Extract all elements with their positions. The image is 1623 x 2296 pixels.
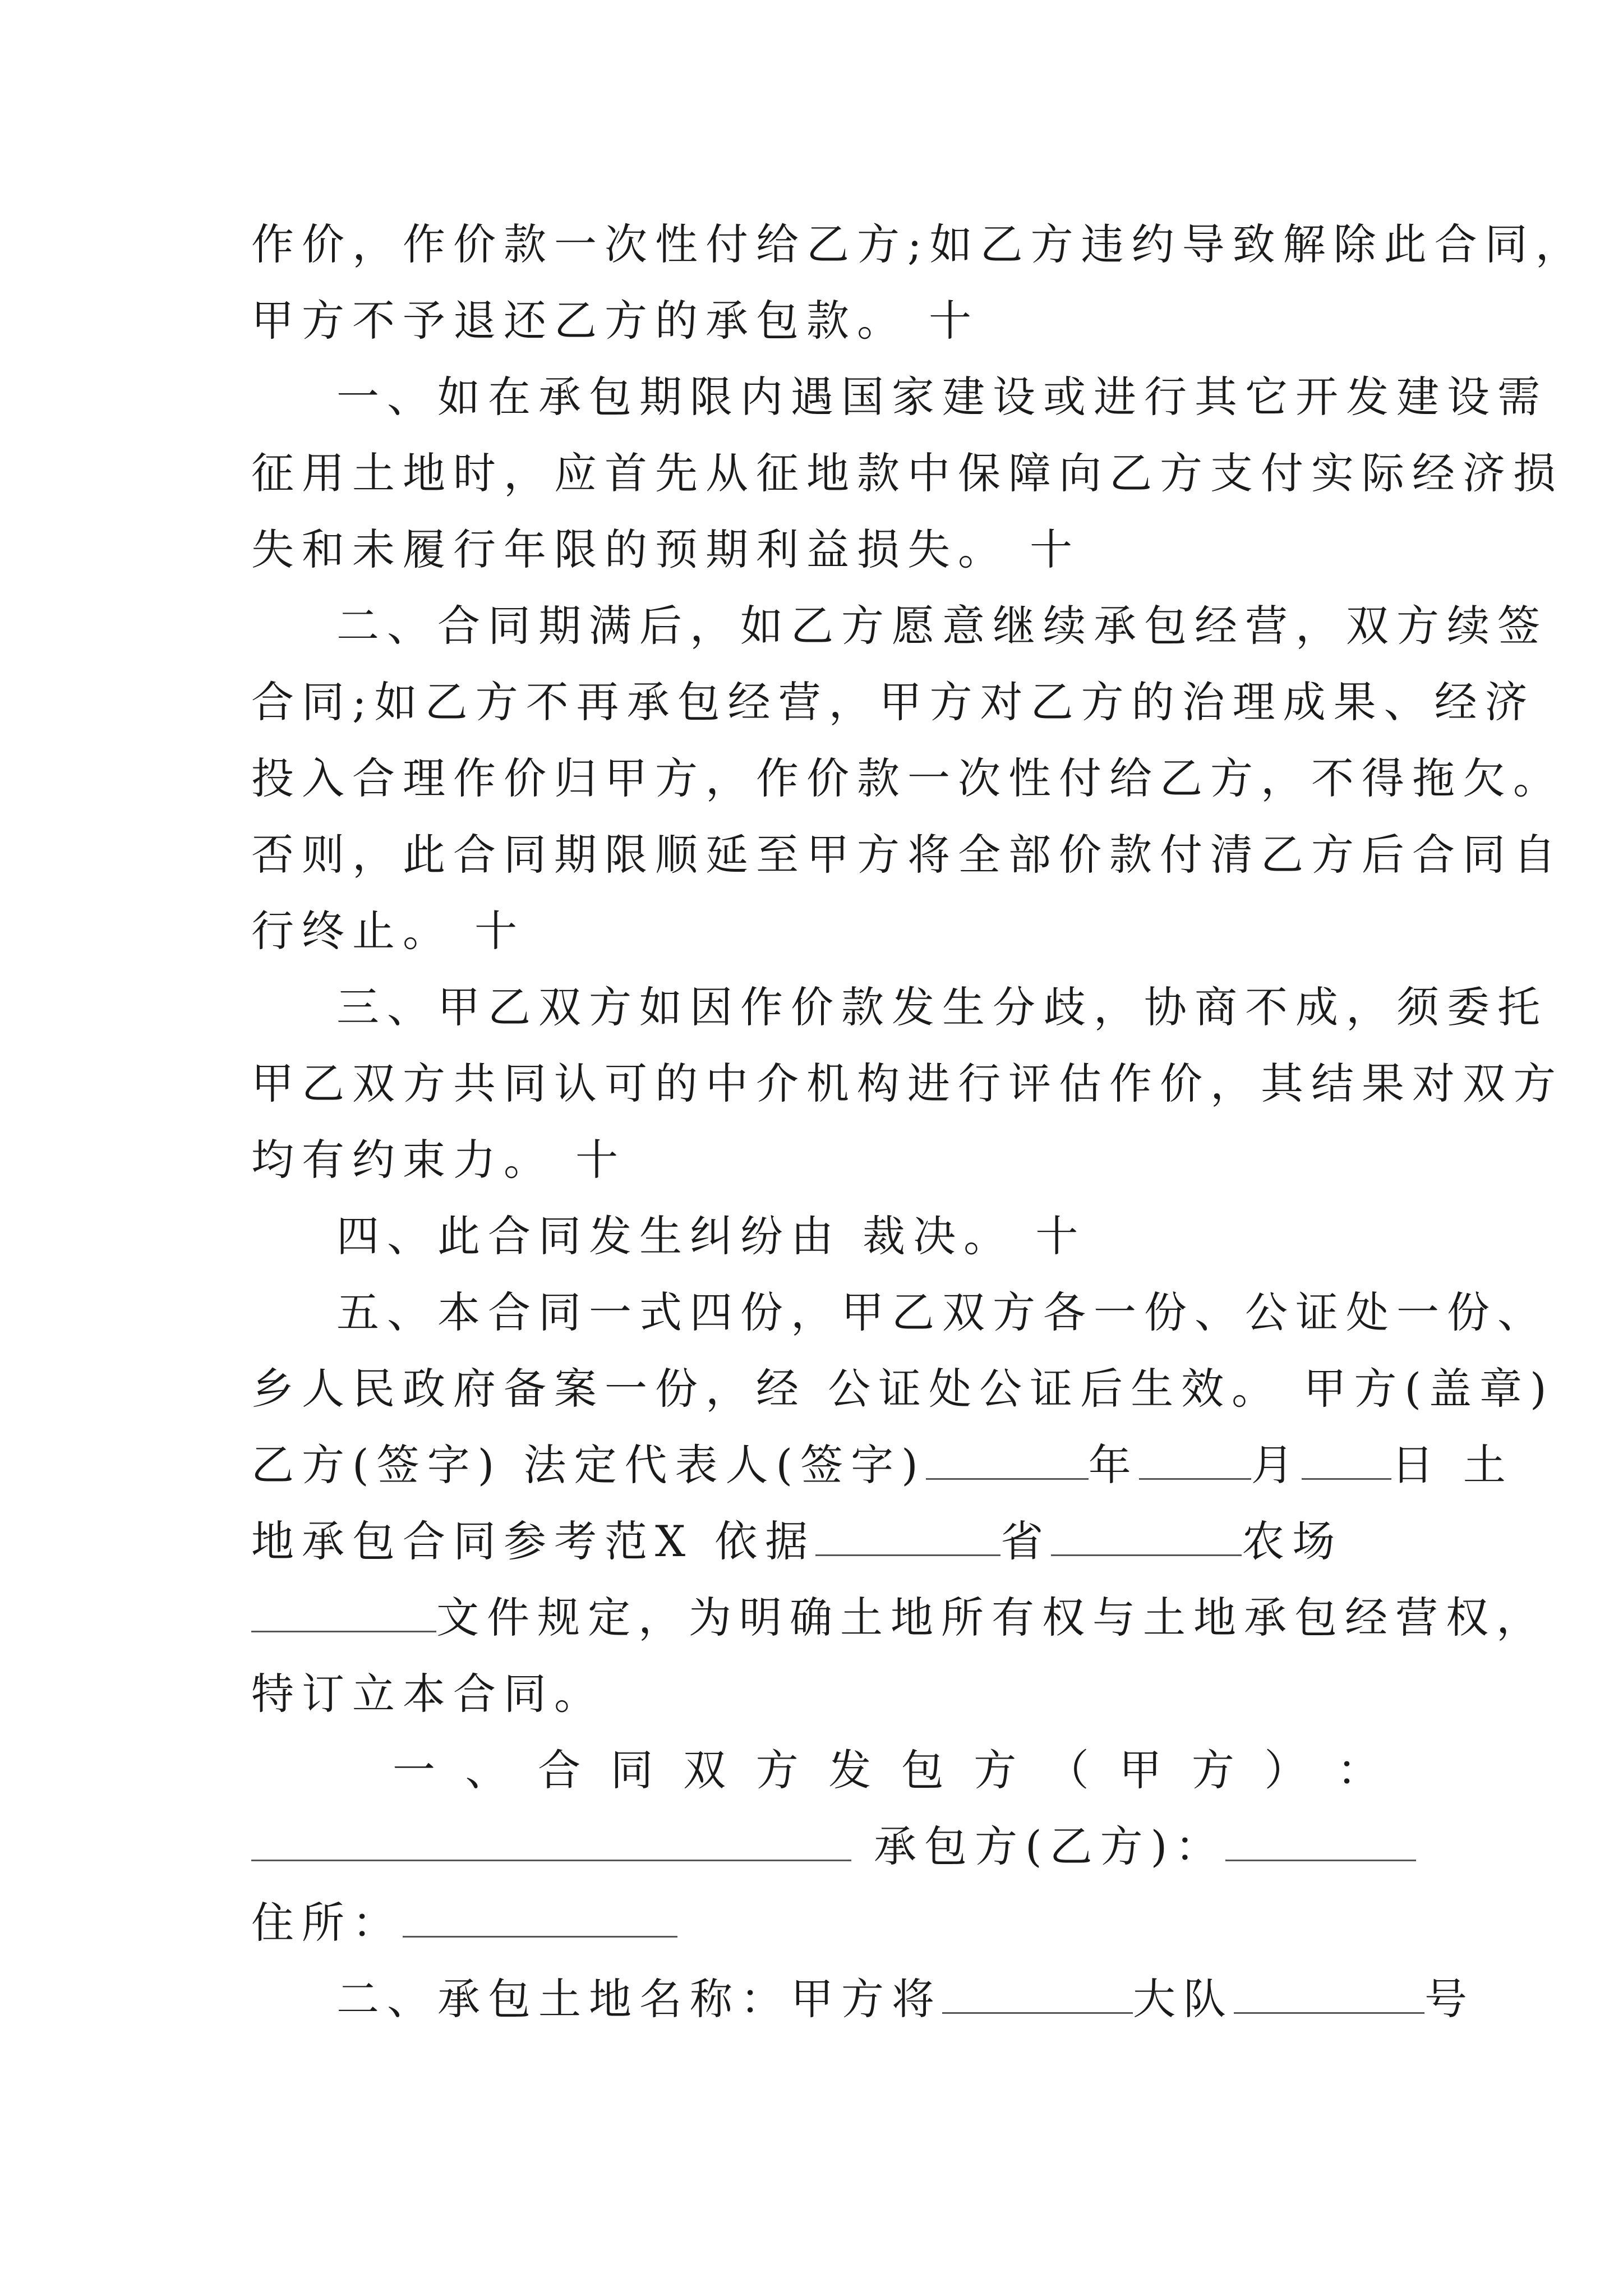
text-line: 二、合同期满后，如乙方愿意继续承包经营，双方续签	[336, 601, 1548, 651]
text-line: 征用土地时，应首先从征地款中保障向乙方支付实际经济损	[251, 448, 1564, 498]
date-blank	[926, 1439, 1089, 1480]
fill-blank	[251, 1820, 851, 1861]
land-name-line	[336, 1961, 1475, 2037]
heading-char: 甲	[1119, 1745, 1162, 1795]
parties-heading	[393, 1732, 1380, 1809]
year-label: 年	[1088, 1440, 1139, 1490]
fill-blank	[251, 1591, 436, 1632]
text-line: 否则，此合同期限顺延至甲方将全部价款付清乙方后合同自	[251, 830, 1564, 880]
line-text: 文件规定，为明确土地所有权与土地承包经营权，	[436, 1593, 1547, 1642]
text-line: 甲方不予退还乙方的承包款。 十	[251, 296, 980, 346]
text-line: 三、甲乙双方如因作价款发生分歧，协商不成，须委托	[336, 982, 1548, 1032]
heading-char: 包	[901, 1745, 944, 1795]
heading-char: （	[1046, 1745, 1089, 1795]
text-line: 乡人民政府备案一份，经 公证处公证后生效。 甲方(盖章)	[251, 1364, 1555, 1414]
contractor-label: 承包方(乙方)：	[874, 1821, 1226, 1871]
text-line: 五、本合同一式四份，甲乙双方各一份、公证处一份、	[336, 1287, 1548, 1337]
heading-char: 发	[828, 1745, 872, 1795]
text-line: 失和未履行年限的预期利益损失。 十	[251, 524, 1081, 574]
fill-blank	[942, 1973, 1133, 2014]
basis-text: 地承包合同参考范X 依据	[251, 1516, 816, 1566]
heading-char: 、	[465, 1745, 508, 1795]
address-line	[251, 1885, 1380, 1961]
day-label: 日 土	[1391, 1440, 1514, 1490]
heading-char: 一	[393, 1745, 435, 1795]
farm-label: 农场	[1242, 1516, 1343, 1566]
basis-line	[251, 1503, 1380, 1580]
text-line: 一、如在承包期限内遇国家建设或进行其它开发建设需	[336, 372, 1548, 422]
heading-char: ：	[1336, 1745, 1380, 1795]
fill-blank	[1051, 1515, 1242, 1556]
heading-char: 方	[1191, 1745, 1234, 1795]
text-line: 特订立本合同。	[251, 1669, 605, 1719]
date-blank	[1139, 1439, 1251, 1480]
heading-char: 方	[974, 1745, 1017, 1795]
signature-label: 乙方(签字) 法定代表人(签字)	[251, 1440, 926, 1490]
address-label: 住所：	[251, 1898, 403, 1948]
heading-char: 合	[538, 1745, 581, 1795]
contractor-line	[251, 1809, 1380, 1885]
month-label: 月	[1251, 1440, 1302, 1490]
text-line: 行终止。 十	[251, 906, 525, 956]
date-blank	[1302, 1439, 1391, 1480]
land-name-text: 二、承包土地名称：甲方将	[336, 1974, 942, 2024]
text-line: 甲乙双方共同认可的中介机构进行评估作价，其结果对双方	[251, 1059, 1564, 1108]
heading-char: 方	[755, 1745, 799, 1795]
text-line: 投入合理作价归甲方，作价款一次性付给乙方，不得拖欠。	[251, 753, 1564, 803]
signature-date-line	[251, 1427, 1514, 1503]
text-line: 合同;如乙方不再承包经营，甲方对乙方的治理成果、经济	[251, 677, 1536, 727]
text-line: 四、此合同发生纠纷由 裁决。 十	[336, 1211, 1086, 1261]
text-line	[251, 1580, 1547, 1656]
text-line: 作价，作价款一次性付给乙方;如乙方违约导致解除此合同，	[251, 219, 1586, 269]
brigade-label: 大队	[1133, 1974, 1234, 2024]
province-label: 省	[1000, 1516, 1052, 1566]
heading-char: ）	[1264, 1745, 1307, 1795]
fill-blank	[1225, 1820, 1416, 1861]
text-line: 均有约束力。 十	[251, 1135, 626, 1185]
fill-blank	[1234, 1973, 1424, 2014]
heading-char: 双	[683, 1745, 726, 1795]
heading-char: 同	[610, 1745, 653, 1795]
fill-blank	[403, 1897, 677, 1938]
number-label: 号	[1424, 1974, 1475, 2024]
fill-blank	[815, 1515, 1000, 1556]
